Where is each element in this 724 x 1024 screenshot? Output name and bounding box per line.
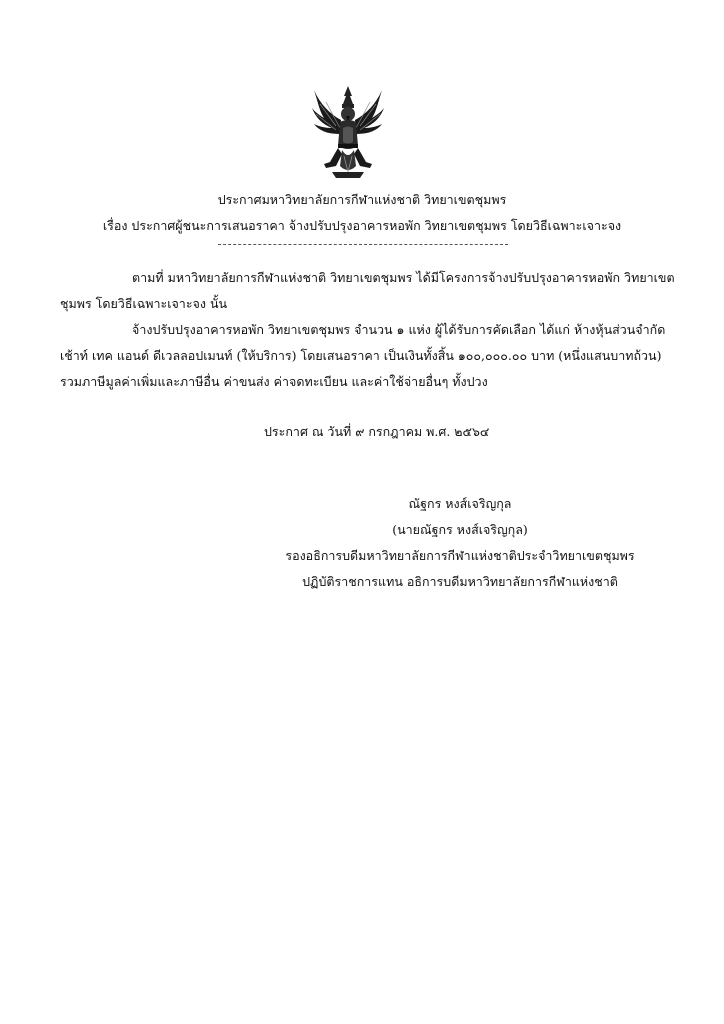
body-line-1: ตามที่ มหาวิทยาลัยการกีฬาแห่งชาติ วิทยาเขตชุมพร ได้มีโครงการจ้างปรับปรุงอาคารหอพัก วิทยาเขต — [132, 270, 675, 285]
body-line-2: ชุมพร โดยวิธีเฉพาะเจาะจง นั้น — [60, 296, 228, 311]
announcement-title: ประกาศมหาวิทยาลัยการกีฬาแห่งชาติ วิทยาเขตชุมพร — [217, 192, 507, 207]
signatory-position: รองอธิการบดีมหาวิทยาลัยการกีฬาแห่งชาติประจำวิทยาเขตชุมพร — [285, 548, 635, 563]
announcement-subject: เรื่อง ประกาศผู้ชนะการเสนอราคา จ้างปรับปรุงอาคารหอพัก วิทยาเขตชุมพร โดยวิธีเฉพาะเจาะจง — [102, 218, 622, 233]
signatory-acting-role: ปฏิบัติราชการแทน อธิการบดีมหาวิทยาลัยการกีฬาแห่งชาติ — [302, 574, 618, 589]
dashed-divider — [218, 244, 508, 245]
signatory-full-name: (นายณัฐกร หงส์เจริญกุล) — [392, 522, 528, 537]
announcement-date: ประกาศ ณ วันที่ ๙ กรกฎาคม พ.ศ. ๒๕๖๔ — [264, 424, 490, 439]
signatory-name: ณัฐกร หงส์เจริญกุล — [408, 496, 512, 511]
body-line-5: รวมภาษีมูลค่าเพิ่มและภาษีอื่น ค่าขนส่ง ค่าจดทะเบียน และค่าใช้จ่ายอื่นๆ ทั้งปวง — [60, 374, 488, 389]
body-line-4: เช้าท์ เทค แอนด์ ดีเวลลอปเมนท์ (ให้บริการ) โดยเสนอราคา เป็นเงินทั้งสิ้น ๑๐๐,๐๐๐.๐๐ บาท (หนึ่งแสนบาทถ้วน) — [60, 348, 662, 363]
garuda-emblem-icon — [310, 84, 386, 180]
body-line-3: จ้างปรับปรุงอาคารหอพัก วิทยาเขตชุมพร จำนวน ๑ แห่ง ผู้ได้รับการคัดเลือก ได้แก่ ห้างหุ้นส่วนจำกัด — [132, 322, 666, 337]
